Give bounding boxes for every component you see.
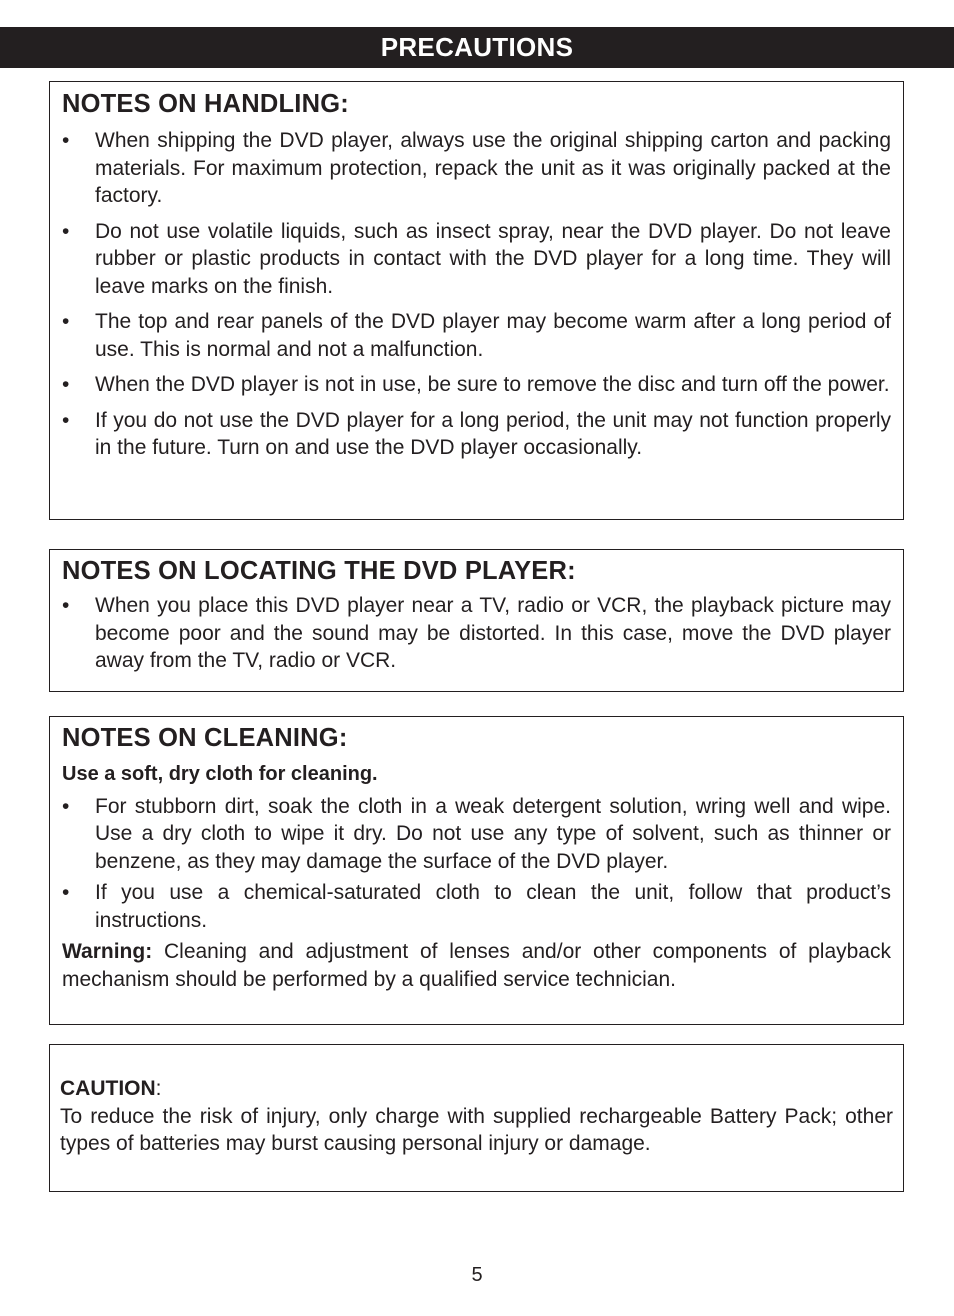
caution-label: CAUTION:: [60, 1077, 162, 1100]
bullet-icon: •: [62, 881, 70, 904]
warning-label: Warning:: [62, 940, 153, 963]
bullet-icon: •: [62, 408, 70, 432]
page-number: 5: [471, 1264, 483, 1286]
bullet-icon: •: [62, 373, 70, 396]
locating-heading: NOTES ON LOCATING THE DVD PLAYER:: [62, 557, 576, 585]
cleaning-section: [49, 716, 904, 1025]
handling-heading: NOTES ON HANDLING:: [62, 90, 349, 118]
cleaning-heading: NOTES ON CLEANING:: [62, 724, 348, 752]
caution-text: To reduce the risk of injury, only charge with supplied rechargeable Battery Pack; other types of batteries may burst causing personal injury or damage.: [60, 1104, 893, 1155]
warning-text: Cleaning and adjustment of lenses and/or other components of playback mechanism should be performed by a qualified service technician.: [62, 940, 891, 991]
list-item: • Do not use volatile liquids, such as insect spray, near the DVD player. Do not leave rubber or plastic products in contact with the DVD player for a long time. They will leave marks on the finish.: [62, 219, 891, 298]
list-item: • When shipping the DVD player, always use the original shipping carton and packing materials. For maximum protection, repack the unit as it was originally packed at the factory.: [62, 129, 891, 207]
cleaning-list: [62, 793, 891, 935]
bullet-icon: •: [62, 594, 70, 617]
locating-list: [62, 592, 891, 675]
page-title: PRECAUTIONS: [0, 27, 954, 68]
list-item: • When the DVD player is not in use, be sure to remove the disc and turn off the power.: [62, 371, 891, 399]
list-item: • The top and rear panels of the DVD player may become warm after a long period of use. This is normal and not a malfunction.: [62, 310, 891, 361]
bullet-icon: •: [62, 794, 70, 818]
handling-list: [62, 127, 891, 462]
list-item: • For stubborn dirt, soak the cloth in a weak detergent solution, wring well and wipe. Use a dry cloth to wipe it dry. Do not use any type of solvent, such as thinner or benzene, as they may damage the surface of the DVD player.: [62, 794, 891, 873]
bullet-icon: •: [62, 219, 70, 243]
bullet-icon: •: [62, 129, 70, 152]
list-item: • If you do not use the DVD player for a long period, the unit may not function properly in the future. Turn on and use the DVD player occasionally.: [62, 408, 891, 459]
list-item: • When you place this DVD player near a TV, radio or VCR, the playback picture may become poor and the sound may be distorted. In this case, move the DVD player away from the TV, radio or VCR.: [62, 594, 891, 672]
cleaning-warning: [62, 938, 891, 993]
handling-section: [49, 81, 904, 520]
list-item: • If you use a chemical-saturated cloth to clean the unit, follow that product’s instructions.: [62, 881, 891, 932]
cleaning-intro: Use a soft, dry cloth for cleaning.: [62, 763, 378, 785]
locating-section: [49, 549, 904, 692]
caution-section: [49, 1044, 904, 1192]
bullet-icon: •: [62, 310, 70, 333]
